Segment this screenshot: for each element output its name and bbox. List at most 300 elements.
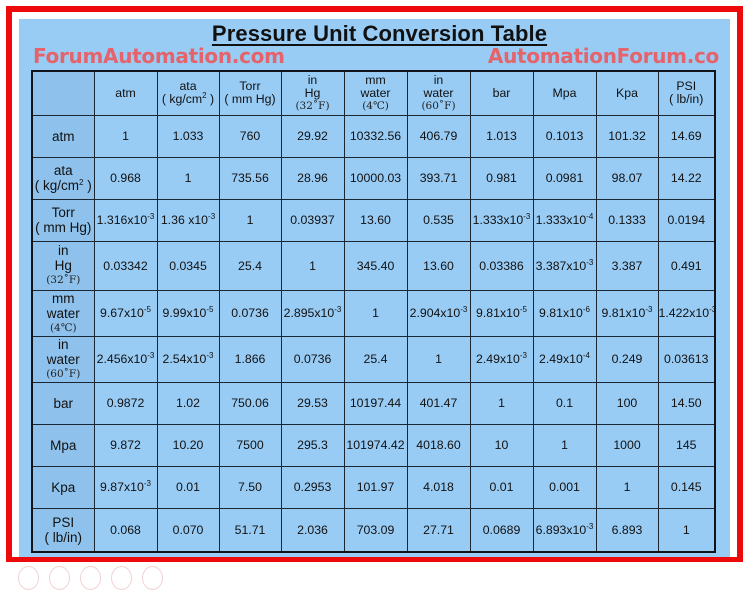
value-exponent: -3 [460, 305, 468, 314]
value-mantissa: 7500 [236, 438, 264, 452]
value-cell [596, 290, 658, 336]
value-mantissa: 9.67x10 [100, 306, 144, 320]
value-cell [281, 382, 344, 424]
value-cell [281, 115, 344, 157]
unit-detail-text: ( kg/cm [34, 178, 80, 193]
value-cell [281, 157, 344, 199]
unit-detail [158, 93, 219, 106]
unit-detail [33, 258, 94, 273]
value-mantissa: 14.69 [670, 129, 702, 143]
unit-detail [220, 93, 281, 106]
decor-circle [18, 566, 39, 590]
value-cell [344, 241, 407, 290]
value-mantissa: 0.0736 [231, 306, 269, 320]
value-cell [219, 157, 281, 199]
value-mantissa: 101.97 [356, 480, 395, 494]
value-cell [94, 199, 157, 241]
value-mantissa: 0.145 [670, 480, 702, 494]
unit-detail-tail: ) [206, 92, 215, 107]
value-mantissa: 1 [122, 129, 129, 143]
value-cell [470, 241, 533, 290]
unit-detail-text: water [46, 305, 80, 321]
value-cell [219, 290, 281, 336]
value-cell [470, 424, 533, 466]
value-mantissa: 2.54x10 [162, 352, 207, 366]
value-cell [658, 336, 715, 382]
value-mantissa: 3.387 [611, 258, 643, 273]
value-mantissa: 295.3 [297, 438, 328, 452]
value-mantissa: 13.60 [360, 213, 391, 227]
value-cell [407, 290, 470, 336]
table-row [32, 466, 715, 508]
value-mantissa: 0.0981 [545, 171, 584, 185]
value-mantissa: 1 [309, 258, 316, 273]
value-cell [596, 424, 658, 466]
value-cell [157, 424, 219, 466]
value-cell [470, 199, 533, 241]
value-mantissa: 1.36 x10 [160, 213, 209, 227]
value-cell [407, 508, 470, 552]
value-exponent: -3 [147, 351, 155, 360]
value-mantissa: 2.895x10 [283, 306, 335, 320]
value-cell [533, 508, 596, 552]
value-mantissa: 4.018 [423, 480, 454, 494]
value-cell [596, 466, 658, 508]
unit-name: PSI [676, 79, 697, 94]
value-mantissa: 145 [675, 438, 697, 452]
table-row [32, 115, 715, 157]
value-cell [533, 241, 596, 290]
value-cell [344, 157, 407, 199]
value-mantissa: 3.387x10 [535, 258, 587, 273]
value-mantissa: 0.001 [549, 480, 580, 494]
value-cell [596, 199, 658, 241]
value-mantissa: 393.71 [419, 171, 458, 185]
value-exponent: -5 [519, 305, 527, 314]
table-row [32, 241, 715, 290]
value-cell [281, 508, 344, 552]
value-cell [281, 336, 344, 382]
unit-detail [408, 87, 470, 100]
unit-name: bar [492, 85, 511, 100]
unit-detail-text: Hg [304, 85, 321, 100]
unit-name: in [57, 336, 69, 352]
value-cell [281, 241, 344, 290]
value-cell [344, 466, 407, 508]
value-mantissa: 0.535 [423, 213, 454, 227]
unit-exponent: 2 [79, 178, 84, 187]
value-cell [658, 115, 715, 157]
decor-circle [80, 566, 101, 590]
page-title: Pressure Unit Conversion Table [211, 21, 548, 46]
value-mantissa: 1.866 [234, 352, 266, 366]
value-mantissa: 4018.60 [416, 438, 461, 452]
value-cell [407, 157, 470, 199]
value-mantissa: 2.036 [297, 522, 328, 537]
unit-reference-temp: (60˚F) [421, 99, 456, 112]
value-cell [157, 382, 219, 424]
value-cell [596, 382, 658, 424]
value-mantissa: 0.03386 [479, 258, 524, 273]
value-cell [407, 115, 470, 157]
value-mantissa: 9.872 [110, 438, 141, 452]
value-cell [470, 382, 533, 424]
value-mantissa: 14.50 [670, 396, 702, 410]
table-body [32, 115, 715, 552]
value-cell [470, 115, 533, 157]
column-header [470, 71, 533, 115]
value-mantissa: 0.2953 [293, 480, 332, 494]
value-cell [94, 424, 157, 466]
value-cell [407, 466, 470, 508]
value-mantissa: 1 [184, 171, 192, 185]
unit-detail-text: ( mm Hg) [224, 92, 276, 107]
value-mantissa: 101.32 [608, 129, 646, 143]
decor-circle [142, 566, 163, 590]
value-exponent: -5 [143, 305, 151, 314]
value-cell [407, 241, 470, 290]
column-header [658, 71, 715, 115]
value-cell [533, 157, 596, 199]
value-exponent: -3 [206, 351, 214, 360]
unit-name: in [433, 72, 444, 87]
value-mantissa: 1000 [613, 438, 641, 452]
unit-detail [659, 93, 715, 106]
value-cell [157, 241, 219, 290]
row-header [32, 115, 94, 157]
value-cell [344, 336, 407, 382]
value-cell [533, 336, 596, 382]
value-exponent: -3 [208, 212, 216, 221]
value-exponent: -3 [645, 305, 653, 314]
value-cell [533, 290, 596, 336]
unit-detail [345, 87, 407, 100]
value-mantissa: 1.422x10 [658, 306, 710, 320]
value-mantissa: 1 [623, 480, 631, 494]
value-exponent: -3 [709, 305, 717, 314]
value-exponent: -3 [519, 351, 527, 360]
value-cell [219, 466, 281, 508]
unit-name: bar [53, 395, 73, 411]
value-cell [658, 382, 715, 424]
value-mantissa: 6.893x10 [535, 522, 587, 537]
value-mantissa: 1.033 [172, 129, 204, 143]
value-cell [344, 115, 407, 157]
unit-detail [33, 530, 94, 545]
value-mantissa: 0.01 [489, 480, 514, 494]
value-mantissa: 1 [372, 306, 379, 320]
value-mantissa: 100 [616, 396, 638, 410]
column-header [219, 71, 281, 115]
value-cell [344, 290, 407, 336]
unit-detail [33, 352, 94, 367]
value-cell [219, 115, 281, 157]
value-cell [157, 466, 219, 508]
value-mantissa: 29.53 [297, 396, 328, 410]
unit-name: mm [365, 72, 386, 87]
unit-name: in [57, 243, 69, 258]
value-cell [344, 382, 407, 424]
value-cell [407, 424, 470, 466]
value-cell [94, 382, 157, 424]
value-mantissa: 14.22 [670, 171, 702, 185]
value-mantissa: 2.456x10 [96, 352, 148, 366]
value-cell [344, 508, 407, 552]
table-row [32, 508, 715, 552]
unit-detail [33, 306, 94, 321]
value-mantissa: 10 [494, 438, 509, 452]
unit-name: ata [179, 79, 197, 94]
value-cell [658, 290, 715, 336]
value-cell [658, 157, 715, 199]
value-cell [94, 115, 157, 157]
table-row [32, 157, 715, 199]
value-mantissa: 750.06 [231, 396, 269, 410]
value-cell [219, 199, 281, 241]
value-mantissa: 6.893 [611, 522, 643, 537]
value-mantissa: 0.491 [670, 258, 702, 273]
row-header [32, 466, 94, 508]
value-exponent: -4 [586, 212, 594, 221]
value-cell [533, 199, 596, 241]
value-cell [219, 424, 281, 466]
value-cell [658, 241, 715, 290]
value-mantissa: 0.1 [555, 396, 574, 410]
value-mantissa: 1 [246, 213, 254, 227]
value-mantissa: 0.01 [176, 480, 200, 494]
unit-reference-temp: (60˚F) [46, 367, 81, 380]
value-cell [344, 199, 407, 241]
value-cell [596, 157, 658, 199]
unit-detail-text: ( mm Hg) [35, 220, 92, 235]
value-mantissa: 406.79 [419, 129, 458, 143]
value-mantissa: 9.99x10 [162, 306, 207, 320]
value-mantissa: 0.0689 [482, 522, 521, 537]
row-header [32, 241, 94, 290]
value-mantissa: 29.92 [297, 129, 328, 143]
unit-name: ata [53, 163, 73, 178]
value-exponent: -3 [143, 479, 151, 488]
column-header [94, 71, 157, 115]
table-row [32, 424, 715, 466]
column-header [596, 71, 658, 115]
value-mantissa: 0.1333 [608, 213, 646, 227]
value-exponent: -6 [582, 305, 590, 314]
unit-name: Kpa [616, 85, 638, 100]
unit-name: mm [52, 290, 75, 306]
unit-reference-temp: (32˚F) [295, 99, 330, 112]
unit-detail [282, 87, 344, 100]
unit-name: Mpa [552, 85, 577, 100]
corner-cell [32, 71, 94, 115]
value-cell [219, 336, 281, 382]
decor-circle [49, 566, 70, 590]
decor-circle [111, 566, 132, 590]
value-mantissa: 735.56 [231, 171, 269, 185]
value-mantissa: 2.49x10 [539, 352, 583, 366]
bottom-decoration [18, 566, 163, 578]
value-cell [219, 382, 281, 424]
value-mantissa: 1.013 [486, 129, 517, 143]
unit-detail-text: water [46, 351, 80, 367]
unit-reference-temp: (4℃) [49, 321, 77, 334]
value-mantissa: 0.0345 [169, 258, 207, 273]
value-cell [407, 382, 470, 424]
unit-name: Kpa [51, 479, 76, 495]
value-cell [533, 115, 596, 157]
value-mantissa: 2.904x10 [409, 306, 461, 320]
value-cell [596, 508, 658, 552]
value-exponent: -3 [523, 212, 531, 221]
value-mantissa: 10.20 [172, 438, 204, 452]
value-cell [281, 199, 344, 241]
value-mantissa: 28.96 [297, 171, 328, 185]
unit-name: Torr [239, 79, 261, 94]
value-exponent: -4 [582, 351, 590, 360]
value-exponent: -3 [586, 521, 594, 531]
value-cell [281, 290, 344, 336]
table-row [32, 336, 715, 382]
unit-reference-temp: (4℃) [362, 99, 389, 112]
value-mantissa: 0.070 [172, 522, 204, 537]
row-header [32, 424, 94, 466]
value-cell [658, 199, 715, 241]
unit-name: Mpa [50, 437, 77, 453]
row-header [32, 382, 94, 424]
table-row [32, 199, 715, 241]
unit-detail [33, 220, 94, 235]
value-cell [281, 424, 344, 466]
value-cell [470, 508, 533, 552]
value-mantissa: 2.49x10 [476, 352, 520, 366]
unit-name: Torr [51, 205, 75, 220]
value-mantissa: 25.4 [363, 352, 388, 366]
unit-detail-text: water [360, 85, 391, 100]
unit-detail-text: water [423, 85, 454, 100]
conversion-table [31, 70, 716, 553]
value-mantissa: 1.02 [176, 396, 200, 410]
row-header [32, 199, 94, 241]
value-cell [219, 508, 281, 552]
row-header [32, 508, 94, 552]
value-cell [219, 241, 281, 290]
value-mantissa: 10197.44 [349, 396, 402, 410]
value-mantissa: 0.03342 [103, 258, 148, 273]
row-header [32, 290, 94, 336]
value-mantissa: 51.71 [234, 522, 266, 537]
column-header [533, 71, 596, 115]
value-mantissa: 25.4 [238, 258, 262, 273]
unit-name: PSI [52, 514, 75, 530]
value-mantissa: 101974.42 [346, 438, 405, 452]
value-cell [596, 115, 658, 157]
value-mantissa: 1.333x10 [472, 213, 524, 227]
value-mantissa: 0.968 [110, 171, 141, 185]
value-mantissa: 345.40 [356, 258, 395, 273]
value-cell [157, 157, 219, 199]
value-cell [407, 199, 470, 241]
value-cell [94, 290, 157, 336]
value-cell [157, 336, 219, 382]
unit-name: in [307, 72, 318, 87]
value-mantissa: 401.47 [419, 396, 458, 410]
watermark-left: ForumAutomation.com [33, 44, 285, 68]
value-mantissa: 0.068 [110, 522, 141, 537]
unit-detail-tail: ) [83, 178, 92, 193]
value-cell [94, 336, 157, 382]
value-mantissa: 0.03613 [664, 352, 709, 366]
value-cell [533, 466, 596, 508]
value-mantissa: 1 [498, 396, 505, 410]
watermark-right: AutomationForum.co [487, 44, 719, 68]
value-mantissa: 9.87x10 [100, 480, 144, 494]
value-cell [407, 336, 470, 382]
value-cell [344, 424, 407, 466]
value-cell [157, 115, 219, 157]
value-mantissa: 9.81x10 [539, 306, 583, 320]
row-header [32, 336, 94, 382]
unit-name: atm [115, 85, 136, 100]
value-cell [658, 466, 715, 508]
value-mantissa: 0.0736 [293, 352, 332, 366]
value-mantissa: 9.81x10 [476, 306, 520, 320]
value-mantissa: 13.60 [423, 258, 454, 273]
unit-detail [33, 178, 94, 193]
value-cell [94, 508, 157, 552]
column-header [157, 71, 219, 115]
value-mantissa: 10332.56 [349, 129, 402, 143]
value-mantissa: 0.1013 [545, 129, 584, 143]
value-mantissa: 1.316x10 [96, 213, 148, 227]
value-exponent: -3 [147, 212, 155, 221]
unit-detail-text: ( lb/in) [669, 92, 704, 107]
column-header [281, 71, 344, 115]
value-cell [470, 336, 533, 382]
value-mantissa: 9.81x10 [601, 306, 646, 320]
value-mantissa: 1.333x10 [535, 213, 587, 227]
value-mantissa: 0.249 [611, 352, 643, 366]
value-exponent: -3 [586, 257, 594, 267]
unit-detail-text: ( lb/in) [44, 529, 82, 545]
value-cell [157, 508, 219, 552]
value-cell [157, 199, 219, 241]
value-cell [94, 466, 157, 508]
header-row [32, 71, 715, 115]
unit-name: atm [51, 128, 75, 144]
unit-detail-text: Hg [54, 258, 72, 273]
unit-detail-text: ( kg/cm [161, 92, 203, 107]
value-mantissa: 0.981 [486, 171, 517, 185]
value-cell [658, 508, 715, 552]
column-header [344, 71, 407, 115]
unit-exponent: 2 [202, 91, 207, 101]
value-exponent: -3 [334, 305, 342, 314]
value-cell [470, 290, 533, 336]
value-cell [533, 424, 596, 466]
unit-reference-temp: (32˚F) [46, 274, 81, 286]
value-mantissa: 0.9872 [106, 396, 145, 410]
value-mantissa: 1 [561, 438, 568, 452]
value-mantissa: 1 [682, 522, 690, 537]
value-mantissa: 27.71 [423, 522, 454, 537]
value-cell [470, 466, 533, 508]
value-mantissa: 98.07 [611, 171, 643, 185]
value-mantissa: 7.50 [238, 480, 262, 494]
value-cell [658, 424, 715, 466]
value-mantissa: 0.03937 [290, 213, 335, 227]
value-cell [157, 290, 219, 336]
value-cell [281, 466, 344, 508]
